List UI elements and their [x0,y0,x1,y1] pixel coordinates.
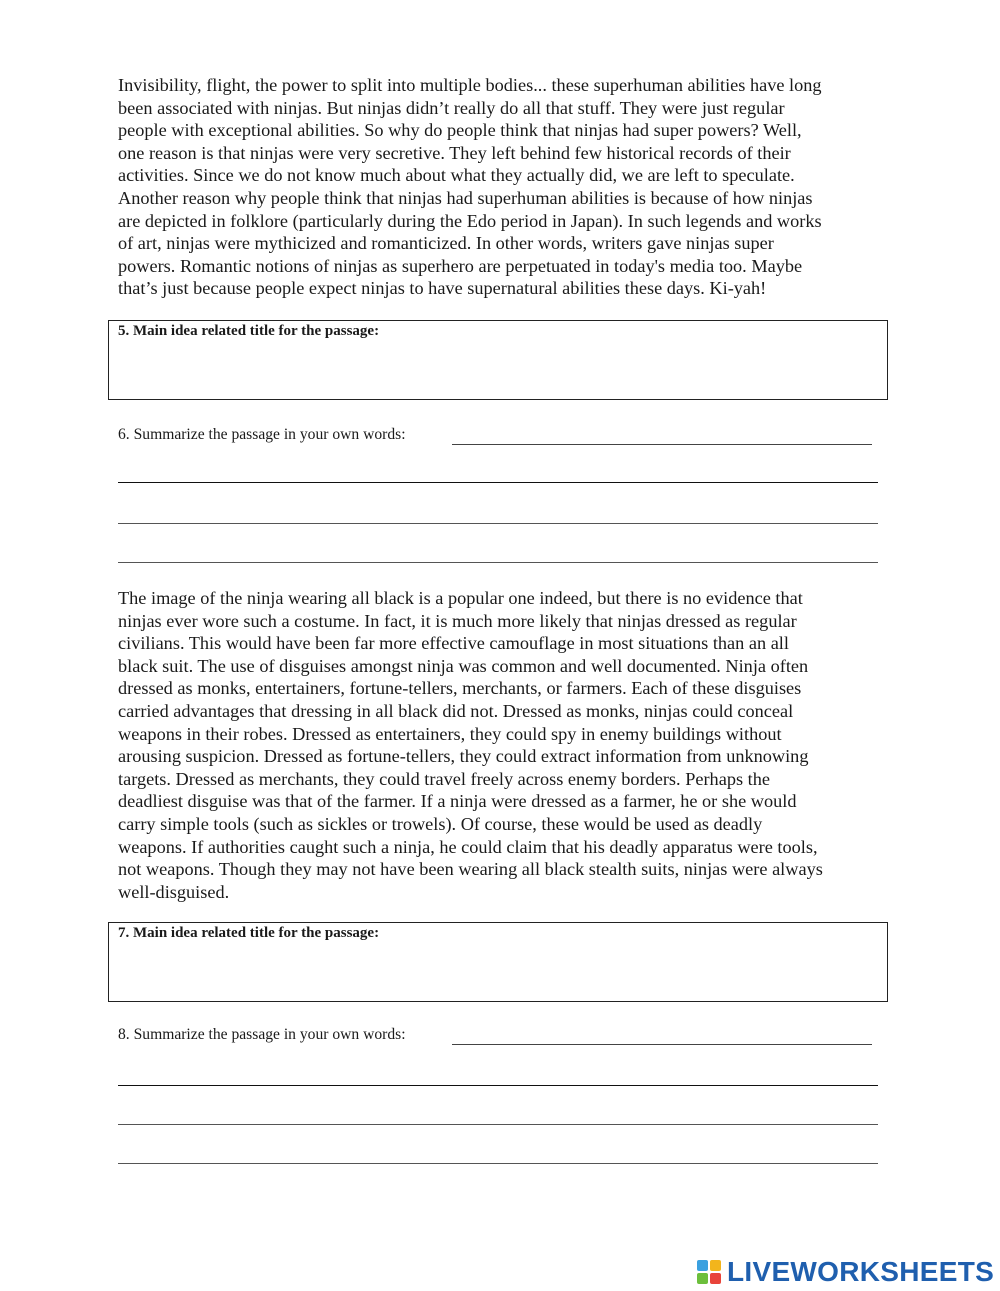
passage-2-line: deadliest disguise was that of the farmer. If a ninja were dressed as a farmer, he or she would [118,791,797,812]
passage-1-line: one reason is that ninjas were very secretive. They left behind few historical records of their [118,142,791,163]
summary-8-answer-line[interactable] [118,1163,878,1164]
logo-wordmark: LIVEWORKSHEETS [727,1256,995,1287]
logo-block [710,1273,721,1284]
question-8-label: 8. Summarize the passage in your own words: [118,1026,406,1043]
title-answer-box-7[interactable] [108,922,888,1002]
passage-2-line: weapons in their robes. Dressed as entertainers, they could spy in enemy buildings without [118,723,782,744]
passage-2-line: carry simple tools (such as sickles or trowels). Of course, these would be used as deadly [118,813,763,834]
passage-1 [118,74,884,300]
passage-2-line: The image of the ninja wearing all black is a popular one indeed, but there is no evidence that [118,588,803,608]
question-5-label: 5. Main idea related title for the passage: [118,323,380,339]
question-7-label: 7. Main idea related title for the passage: [118,925,380,941]
passage-1-line: of art, ninjas were mythicized and romanticized. In other words, writers gave ninjas super [118,233,774,254]
logo-block [710,1260,721,1271]
summary-8-answer-line[interactable] [118,1124,878,1125]
passage-2-line: weapons. If authorities caught such a ninja, he could claim that his deadly apparatus were tools, [118,836,818,857]
passage-2-line: arousing suspicion. Dressed as fortune-tellers, they could extract information from unknowing [118,746,809,767]
title-answer-box-5[interactable] [108,320,888,400]
summary-6-answer-line[interactable] [118,523,878,524]
passage-2-line: dressed as monks, entertainers, fortune-tellers, merchants, or farmers. Each of these disguises [118,678,802,699]
summary-8-answer-line[interactable] [118,1085,878,1086]
summary-6-answer-line[interactable] [118,562,878,563]
logo-block [697,1273,708,1284]
logo-blocks-icon [697,1260,721,1284]
passage-2-line: not weapons. Though they may not have been wearing all black stealth suits, ninjas were always [118,859,823,880]
logo-block [697,1260,708,1271]
passage-2-line: civilians. This would have been far more effective camouflage in most situations than an all [118,633,789,654]
passage-1-line: powers. Romantic notions of ninjas as superhero are perpetuated in today's media too. Maybe [118,255,803,276]
passage-2-line: black suit. The use of disguises amongst ninja was common and well documented. Ninja often [118,655,809,676]
summary-6-inline-line[interactable] [452,444,872,445]
passage-1-line: Another reason why people think that ninjas had superhuman abilities is because of how ninjas [118,187,813,208]
passage-2-line: carried advantages that dressing in all black did not. Dressed as monks, ninjas could conceal [118,700,794,721]
passage-2 [118,587,884,903]
passage-2-line: ninjas ever wore such a costume. In fact, it is much more likely that ninjas dressed as regular [118,610,797,631]
liveworksheets-logo [697,1256,994,1288]
passage-1-line: activities. Since we do not know much about what they actually did, we are left to speculate. [118,165,795,186]
passage-1-line: that’s just because people expect ninjas to have supernatural abilities these days. Ki-yah! [118,278,767,299]
question-6-label: 6. Summarize the passage in your own words: [118,426,406,443]
summary-6-answer-line[interactable] [118,482,878,483]
passage-1-line: are depicted in folklore (particularly during the Edo period in Japan). In such legends and works [118,210,822,231]
summary-8-inline-line[interactable] [452,1044,872,1045]
passage-1-line: Invisibility, flight, the power to split into multiple bodies... these superhuman abilities have long [118,75,822,95]
passage-2-line: targets. Dressed as merchants, they could travel freely across enemy borders. Perhaps the [118,768,770,789]
passage-2-line: well-disguised. [118,881,230,902]
passage-1-line: people with exceptional abilities. So why do people think that ninjas had super powers? Well, [118,120,802,141]
passage-1-line: been associated with ninjas. But ninjas didn’t really do all that stuff. They were just regular [118,97,785,118]
